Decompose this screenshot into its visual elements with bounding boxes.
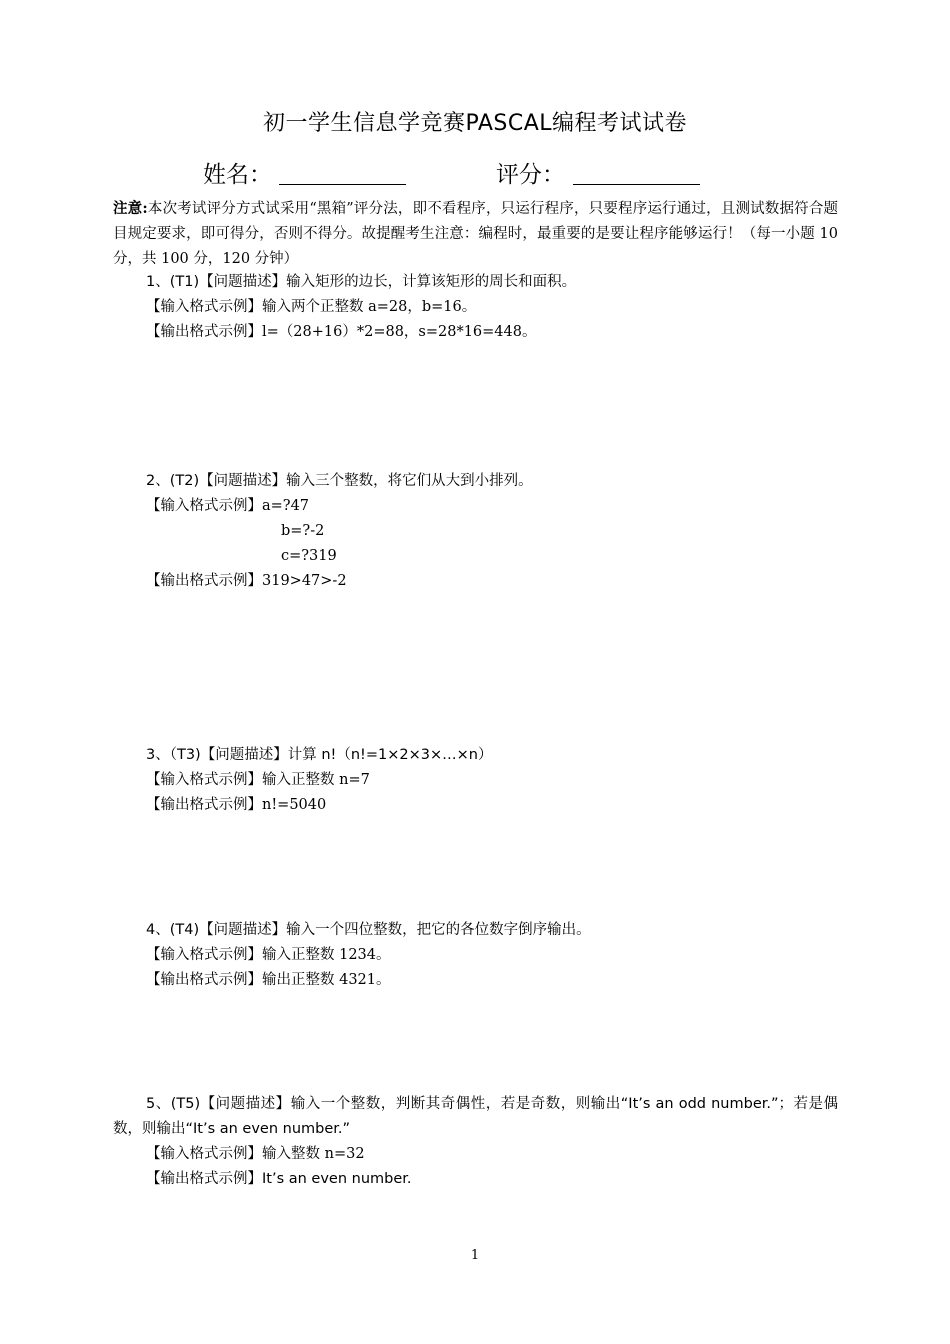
input-text: 输入正整数 n=7 bbox=[262, 772, 370, 788]
output-text: 输出正整数 4321。 bbox=[262, 972, 391, 988]
question-5-output bbox=[146, 1167, 412, 1192]
score-label: 评分： bbox=[496, 162, 565, 188]
output-text: n!=5040 bbox=[262, 797, 327, 813]
question-4-output bbox=[146, 968, 391, 993]
desc-text: 输入三个整数，将它们从大到小排列。 bbox=[286, 473, 533, 489]
output-label: 【输出格式示例】 bbox=[146, 573, 262, 589]
desc-label: 【问题描述】 bbox=[199, 274, 287, 290]
exam-note bbox=[113, 196, 838, 272]
question-3-input bbox=[146, 768, 370, 793]
question-number: 3、（T3) bbox=[146, 747, 201, 763]
desc-label: 【问题描述】 bbox=[200, 1096, 291, 1112]
name-label: 姓名： bbox=[203, 162, 272, 188]
name-blank bbox=[279, 184, 406, 185]
question-5-input bbox=[146, 1142, 365, 1167]
score-blank bbox=[573, 184, 700, 185]
input-text: 输入整数 n=32 bbox=[262, 1146, 365, 1162]
input-label: 【输入格式示例】 bbox=[146, 1146, 262, 1162]
output-label: 【输出格式示例】 bbox=[146, 972, 262, 988]
note-label: 注意: bbox=[113, 200, 148, 217]
desc-label: 【问题描述】 bbox=[199, 473, 287, 489]
input-text: 输入正整数 1234。 bbox=[262, 947, 391, 963]
question-2-input-line-3: c=?319 bbox=[281, 548, 337, 564]
desc-text: 输入一个整数，判断其奇偶性，若是奇数，则输出“It’s an odd number.”；若是偶数，则输出“It’s an even number.” bbox=[113, 1096, 839, 1137]
output-text: 319>47>-2 bbox=[262, 573, 347, 589]
output-label: 【输出格式示例】 bbox=[146, 1171, 262, 1187]
output-label: 【输出格式示例】 bbox=[146, 324, 262, 340]
output-label: 【输出格式示例】 bbox=[146, 797, 262, 813]
question-number: 1、(T1) bbox=[146, 274, 200, 290]
page-number: 1 bbox=[470, 1248, 480, 1263]
input-label: 【输入格式示例】 bbox=[146, 299, 262, 315]
question-number: 2、(T2) bbox=[146, 473, 200, 489]
desc-text: 计算 n!（n!=1×2×3×…×n） bbox=[287, 747, 493, 763]
output-text: l=（28+16）*2=88，s=28*16=448。 bbox=[262, 324, 537, 340]
input-line: a=?47 bbox=[262, 498, 310, 514]
desc-label: 【问题描述】 bbox=[200, 747, 288, 763]
question-2-desc bbox=[146, 469, 533, 494]
question-5-desc bbox=[113, 1092, 838, 1142]
question-3-desc bbox=[146, 743, 492, 768]
question-1-input bbox=[146, 295, 476, 320]
input-label: 【输入格式示例】 bbox=[146, 772, 262, 788]
input-text: 输入两个正整数 a=28，b=16。 bbox=[262, 299, 477, 315]
desc-text: 输入矩形的边长，计算该矩形的周长和面积。 bbox=[286, 274, 577, 290]
question-4-desc bbox=[146, 918, 591, 943]
question-number: 5、(T5) bbox=[146, 1096, 201, 1112]
header-fields bbox=[0, 156, 950, 190]
question-2-input-line-2: b=?-2 bbox=[281, 523, 325, 539]
question-1-output bbox=[146, 320, 536, 345]
question-3-output bbox=[146, 793, 326, 818]
question-4-input bbox=[146, 943, 391, 968]
question-1-desc bbox=[146, 270, 576, 295]
note-text: 本次考试评分方式试采用“黑箱”评分法，即不看程序，只运行程序，只要程序运行通过，且测试数据符合题目规定要求，即可得分，否则不得分。故提醒考生注意：编程时，最重要的是要让程序能够运行！（每一小题 10 分，共 100 分，120 分钟） bbox=[113, 201, 839, 267]
question-2-input bbox=[146, 494, 309, 519]
desc-label: 【问题描述】 bbox=[199, 922, 287, 938]
desc-text: 输入一个四位整数，把它的各位数字倒序输出。 bbox=[286, 922, 591, 938]
output-text: It’s an even number. bbox=[262, 1171, 412, 1187]
input-label: 【输入格式示例】 bbox=[146, 498, 262, 514]
question-2-output bbox=[146, 569, 347, 594]
input-label: 【输入格式示例】 bbox=[146, 947, 262, 963]
page-title: 初一学生信息学竞赛PASCAL编程考试试卷 bbox=[262, 111, 688, 136]
question-number: 4、(T4) bbox=[146, 922, 200, 938]
